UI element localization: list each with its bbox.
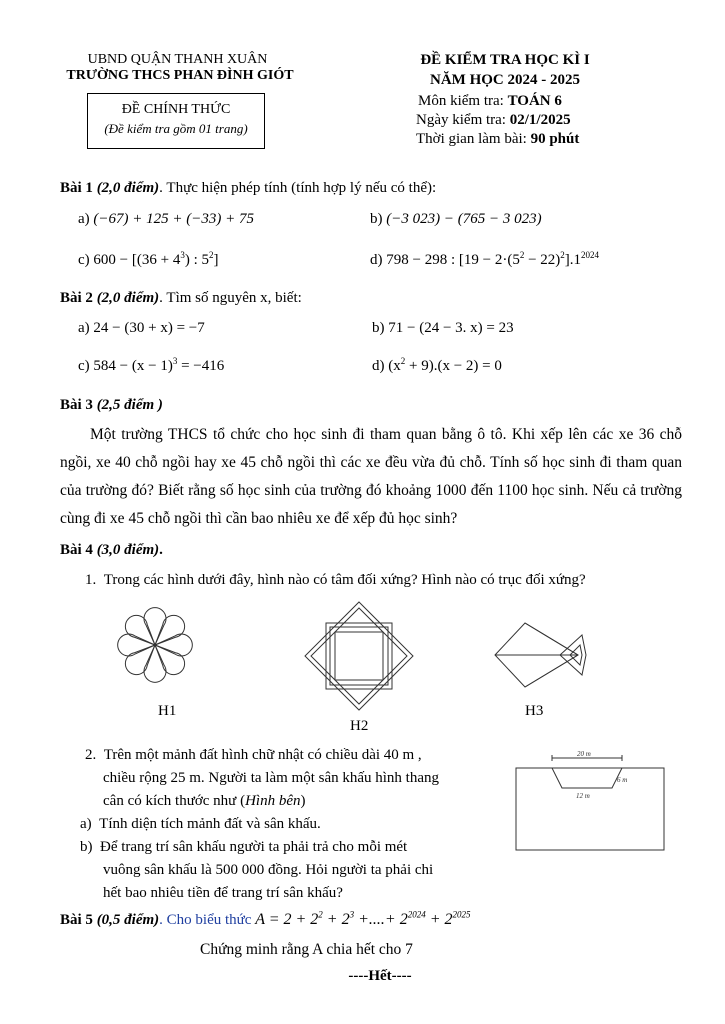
- label-h2: H2: [350, 718, 369, 734]
- figure-stage-plan: [514, 746, 666, 852]
- bai2-d: d) $(x^2 + 9).(x - 2) = 0$: [372, 356, 502, 374]
- label-h3: H3: [525, 703, 544, 719]
- bai4-q2-b-line3: hết bao nhiêu tiền để trang trí sân khấu?: [103, 885, 343, 901]
- bai1-c: c) $600 - [(36 + 4^3)$ : $5^2$]: [78, 250, 219, 268]
- bai4-q2-line3: cân có kích thước như (Hình bên): [103, 793, 306, 809]
- bai2-b: b) 71 − (24 − 3. x) = 23: [372, 320, 514, 336]
- figure-h2-squares: [303, 600, 415, 712]
- dim-label-6m: 6 m: [617, 776, 628, 784]
- dim-label-12m: 12 m: [576, 792, 590, 800]
- bai1-heading: Bài 1 (2,0 điểm). Thực hiện phép tính (tính hợp lý nếu có thể):: [60, 180, 437, 196]
- bai4-q2-line1: 2. Trên một mảnh đất hình chữ nhật có chiều dài 40 m ,: [85, 747, 422, 763]
- bai3-heading: Bài 3 (2,5 điểm ): [60, 397, 163, 413]
- bai4-q2-b-line1: b) Để trang trí sân khấu người ta phải trả cho mỗi mét: [80, 839, 408, 855]
- exam-title: ĐỀ KIỂM TRA HỌC KÌ I: [420, 52, 590, 68]
- bai4-q2-a: a) Tính diện tích mảnh đất và sân khấu.: [80, 816, 321, 832]
- bai5-heading: Bài 5 (0,5 điểm). Cho biểu thức $A = 2 + 2^2 + 2^3$ +....+ $2^{2024} + 2^{2025}$: [60, 909, 471, 928]
- dim-label-20m: 20 m: [577, 750, 591, 758]
- bai2-a: a) 24 − (30 + x) = −7: [78, 320, 205, 336]
- figure-h1-flower: [115, 605, 195, 685]
- bai2-heading: Bài 2 (2,0 điểm). Tìm số nguyên x, biết:: [60, 290, 302, 306]
- exam-date-line: Ngày kiểm tra: 02/1/2025: [416, 112, 571, 128]
- bai5-expression: $A = 2 + 2^2 + 2^3$ +....+ $2^{2024} + 2^{2025}$: [255, 909, 471, 928]
- department-name: UBND QUẬN THANH XUÂN: [87, 52, 268, 67]
- page-count-note: (Đề kiểm tra gồm 01 trang): [104, 121, 248, 136]
- bai4-q1: 1. Trong các hình dưới đây, hình nào có tâm đối xứng? Hình nào có trục đối xứng?: [85, 572, 586, 588]
- bai4-q2-b-line2: vuông sân khấu là 500 000 đồng. Hỏi người ta phải chi: [103, 862, 434, 878]
- bai1-b: b) (−3 023) − (765 − 3 023): [370, 211, 542, 227]
- label-h1: H1: [158, 703, 177, 719]
- duration-line: Thời gian làm bài: 90 phút: [416, 131, 580, 147]
- bai1-a: a) (−67) + 125 + (−33) + 75: [78, 211, 254, 227]
- bai4-q2-line2: chiều rộng 25 m. Người ta làm một sân khấu hình thang: [103, 770, 440, 786]
- school-year: NĂM HỌC 2024 - 2025: [430, 72, 580, 88]
- figure-h3-kite: [490, 615, 600, 695]
- bai5-proof-prompt: Chứng minh rằng A chia hết cho 7: [200, 941, 413, 958]
- bai1-d: d) 798 − 298 : $[19 - 2\cdot(5^2 - 22)^2].1^{2024}$: [370, 250, 600, 268]
- bai2-c: c) $584 - (x - 1)^3 = -416$: [78, 356, 225, 374]
- official-exam-box: [87, 93, 265, 149]
- school-name: TRƯỜNG THCS PHAN ĐÌNH GIÓT: [66, 68, 294, 83]
- bai3-problem-text: Một trường THCS tổ chức cho học sinh đi tham quan bằng ô tô. Khi xếp lên các xe 36 chỗ ngồi, xe 40 chỗ ngồi hay xe 45 chỗ ngồi thì các xe đều vừa đủ chỗ. Tính số học sinh đi tham quan của trường đó? Biết rằng số học sinh của trường đó khoảng 1000 đến 1100 học sinh. Nếu cả trường cùng đi xe 45 chỗ ngồi thì cần bao nhiêu xe để xếp đủ học sinh?: [60, 426, 682, 527]
- official-exam-label: ĐỀ CHÍNH THỨC: [121, 102, 231, 117]
- end-marker: ----Hết----: [348, 968, 412, 984]
- bai4-heading: Bài 4 (3,0 điểm).: [60, 542, 163, 558]
- subject-line: Môn kiểm tra: TOÁN 6: [418, 93, 562, 109]
